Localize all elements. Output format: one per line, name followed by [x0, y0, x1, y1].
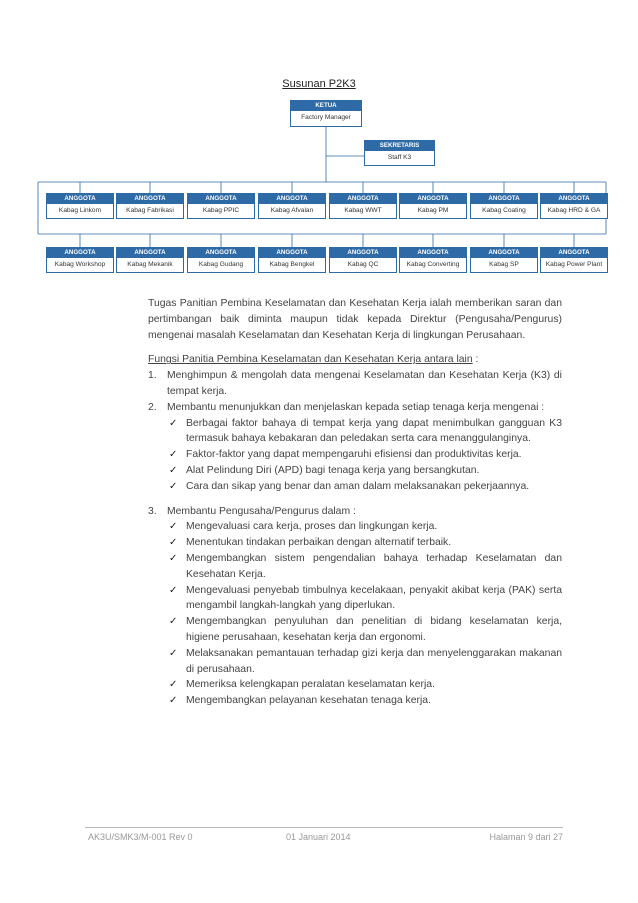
check-icon: ✓ — [169, 464, 178, 476]
anggota-name: Kabag SP — [489, 261, 519, 268]
footer-doc-code: AK3U/SMK3/M-001 Rev 0 — [88, 832, 193, 842]
anggota-role: ANGGOTA — [330, 248, 396, 258]
anggota-box — [540, 247, 608, 273]
anggota-box — [470, 193, 538, 219]
check-icon: ✓ — [169, 584, 178, 596]
anggota-box — [470, 247, 538, 273]
fungsi-colon: : — [472, 354, 479, 366]
check-item — [148, 677, 562, 693]
anggota-name: Kabag Afvalan — [270, 207, 314, 214]
anggota-name: Kabag HRD & GA — [547, 207, 601, 214]
anggota-role: ANGGOTA — [400, 248, 466, 258]
check-item-text: Cara dan sikap yang benar dan aman dalam melaksanakan pekerjaannya. — [186, 480, 530, 492]
anggota-name: Kabag Coating — [482, 207, 526, 214]
anggota-role: ANGGOTA — [400, 194, 466, 204]
anggota-box — [116, 193, 184, 219]
check-item-text: Melaksanakan pemantauan terhadap gizi kerja dan menyelenggarakan makanan di perusahaan. — [186, 647, 562, 675]
anggota-role: ANGGOTA — [47, 194, 113, 204]
list-item — [148, 368, 562, 400]
org-chart-connectors — [0, 0, 638, 260]
check-item — [148, 646, 562, 678]
check-item-text: Berbagai faktor bahaya di tempat kerja yang dapat menimbulkan gangguan K3 termasuk bahaya kebakaran dan peledakan serta cara menanggulanginya. — [186, 417, 562, 445]
item-number: 3. — [148, 505, 157, 517]
checklist — [148, 416, 562, 495]
anggota-name: Kabag WWT — [344, 207, 382, 214]
check-item-text: Mengembangkan pelayanan kesehatan tenaga kerja. — [186, 695, 431, 707]
anggota-box — [46, 247, 114, 273]
check-item — [148, 614, 562, 646]
footer-page-number: Halaman 9 dari 27 — [489, 832, 563, 842]
ketua-name: Factory Manager — [301, 114, 351, 121]
check-item — [148, 551, 562, 583]
check-item — [148, 519, 562, 535]
item-text: Membantu menunjukkan dan menjelaskan kepada setiap tenaga kerja mengenai : — [167, 401, 545, 413]
anggota-box — [116, 247, 184, 273]
check-item — [148, 535, 562, 551]
check-item — [148, 583, 562, 615]
check-icon: ✓ — [169, 449, 178, 461]
check-item-text: Memeriksa kelengkapan peralatan keselamatan kerja. — [186, 679, 435, 691]
check-icon: ✓ — [169, 647, 178, 659]
anggota-name: Kabag Converting — [406, 261, 460, 268]
anggota-role: ANGGOTA — [117, 194, 183, 204]
anggota-name: Kabag Power Plant — [545, 261, 603, 268]
anggota-role: ANGGOTA — [330, 194, 396, 204]
check-icon: ✓ — [169, 417, 178, 429]
anggota-name: Kabag Workshop — [54, 261, 106, 268]
footer-date: 01 Januari 2014 — [286, 832, 351, 842]
anggota-role: ANGGOTA — [117, 248, 183, 258]
anggota-role: ANGGOTA — [541, 194, 607, 204]
ketua-role: KETUA — [291, 101, 361, 111]
check-icon: ✓ — [169, 616, 178, 628]
check-item-text: Mengevaluasi cara kerja, proses dan lingkungan kerja. — [186, 521, 438, 533]
anggota-role: ANGGOTA — [259, 248, 325, 258]
check-item-text: Alat Pelindung Diri (APD) bagi tenaga kerja yang bersangkutan. — [186, 464, 480, 476]
fungsi-list-cont — [148, 504, 562, 520]
anggota-box — [187, 193, 255, 219]
anggota-name: Kabag QC — [347, 261, 379, 268]
anggota-box — [399, 247, 467, 273]
intro-paragraph: Tugas Panitian Pembina Keselamatan dan Kesehatan Kerja ialah memberikan saran dan pertimbangan baik diminta maupun tidak kepada Direktur (Pengusaha/Pengurus) mengenai masalah Keselamatan dan Kesehatan Kerja di lingkungan Perusahaan. — [148, 298, 562, 341]
check-icon: ✓ — [169, 521, 178, 533]
check-item — [148, 463, 562, 479]
anggota-role: ANGGOTA — [259, 194, 325, 204]
anggota-name: Kabag Linkom — [58, 207, 102, 214]
anggota-box — [258, 193, 326, 219]
check-item — [148, 447, 562, 463]
check-item-text: Mengembangkan penyuluhan dan penelitian di bidang keselamatan kerja, higiene perusahaan, kesehatan kerja dan ergonomi. — [186, 616, 562, 643]
check-item-text: Menentukan tindakan perbaikan dengan alternatif terbaik. — [186, 537, 452, 549]
check-icon: ✓ — [169, 695, 178, 707]
anggota-role: ANGGOTA — [541, 248, 607, 258]
check-item-text: Mengevaluasi penyebab timbulnya kecelakaan, penyakit akibat kerja (PAK) serta mengambil langkah-langkah yang diperlukan. — [186, 584, 562, 612]
check-item-text: Mengembangkan sistem pengendalian bahaya terhadap Keselamatan dan Kesehatan Kerja. — [186, 552, 562, 580]
anggota-box — [329, 247, 397, 273]
fungsi-heading-line — [148, 352, 562, 368]
list-item — [148, 400, 562, 416]
anggota-role: ANGGOTA — [471, 194, 537, 204]
anggota-name: Kabag Fabrikasi — [126, 207, 174, 214]
check-item-text: Faktor-faktor yang dapat mempengaruhi efisiensi dan produktivitas kerja. — [186, 449, 522, 461]
body-text — [148, 296, 562, 709]
fungsi-heading: Fungsi Panitia Pembina Keselamatan dan Kesehatan Kerja antara lain — [148, 354, 473, 366]
anggota-box — [329, 193, 397, 219]
anggota-box — [540, 193, 608, 219]
sekretaris-role: SEKRETARIS — [365, 141, 434, 151]
anggota-name: Kabag Mekanik — [127, 261, 173, 268]
check-item — [148, 693, 562, 709]
anggota-name: Kabag Bengkel — [269, 261, 315, 268]
page-title: Susunan P2K3 — [282, 78, 356, 90]
anggota-role: ANGGOTA — [188, 194, 254, 204]
fungsi-list — [148, 368, 562, 415]
check-item — [148, 416, 562, 448]
sekretaris-name: Staff K3 — [387, 154, 412, 161]
anggota-name: Kabag PM — [417, 207, 449, 214]
ketua-box — [290, 100, 362, 127]
anggota-box — [258, 247, 326, 273]
sekretaris-box — [364, 140, 435, 166]
footer-divider — [85, 827, 563, 828]
anggota-box — [46, 193, 114, 219]
check-icon: ✓ — [169, 480, 178, 492]
item-number: 1. — [148, 370, 157, 382]
anggota-box — [399, 193, 467, 219]
anggota-role: ANGGOTA — [188, 248, 254, 258]
item-text: Menghimpun & mengolah data mengenai Keselamatan dan Kesehatan Kerja (K3) di tempat kerja. — [167, 370, 562, 397]
item-number: 2. — [148, 401, 157, 413]
anggota-name: Kabag Gudang — [198, 261, 244, 268]
list-item — [148, 504, 562, 520]
check-icon: ✓ — [169, 679, 178, 691]
item-text: Membantu Pengusaha/Pengurus dalam : — [167, 505, 356, 517]
anggota-role: ANGGOTA — [47, 248, 113, 258]
anggota-name: Kabag PPIC — [202, 207, 240, 214]
check-icon: ✓ — [169, 552, 178, 564]
checklist — [148, 519, 562, 709]
anggota-box — [187, 247, 255, 273]
check-icon: ✓ — [169, 537, 178, 549]
check-item — [148, 479, 562, 495]
anggota-role: ANGGOTA — [471, 248, 537, 258]
